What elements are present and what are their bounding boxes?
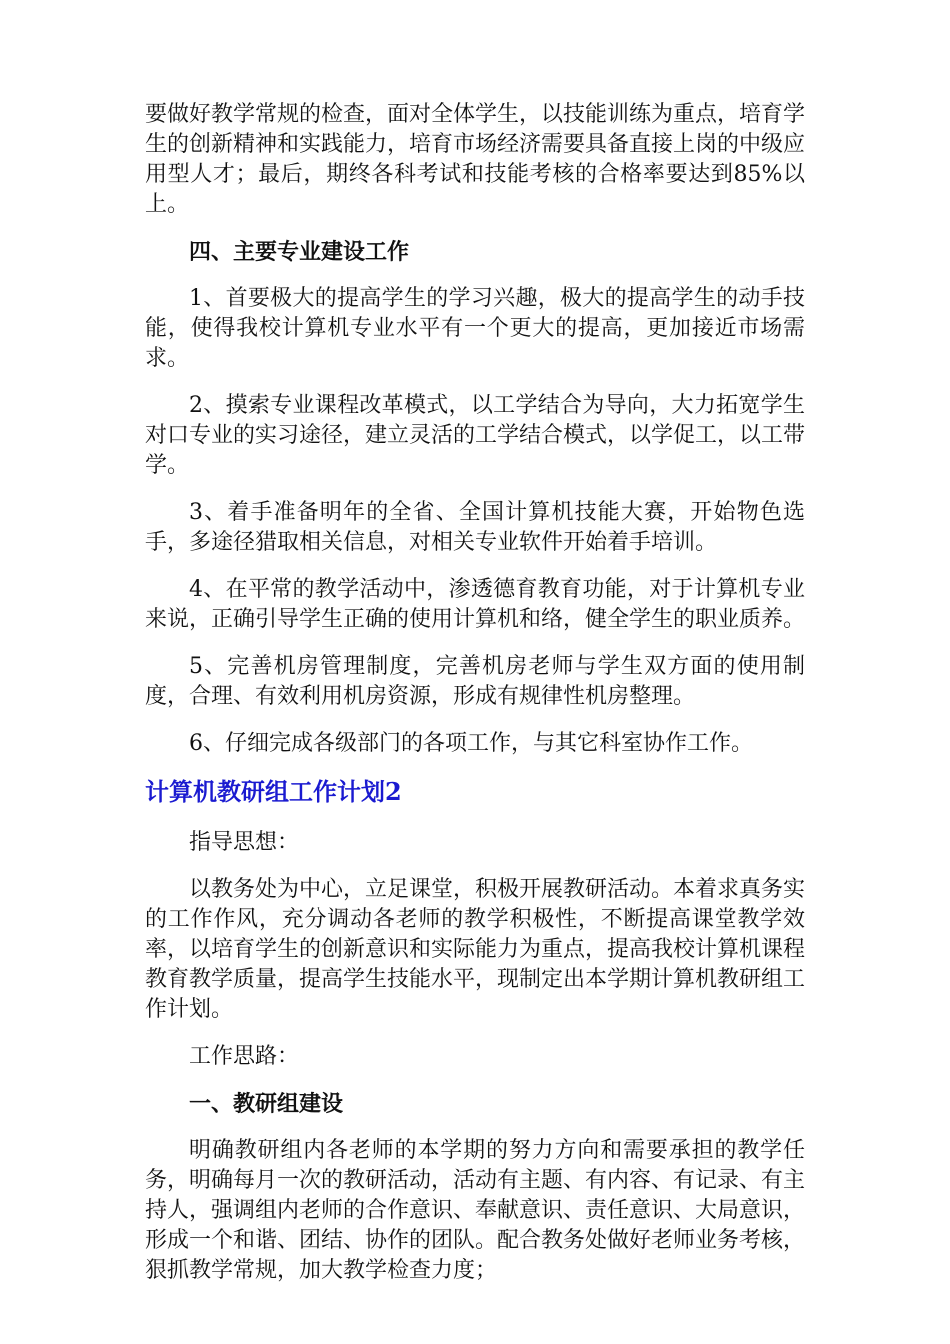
section4-heading: 四、主要专业建设工作 — [189, 239, 410, 265]
section4-item-2: 2、摸索专业课程改革模式，以工学结合为导向，大力拓宽学生对口专业的实习途径，建立灵活的工学结合模式，以学促工，以工带学。 — [145, 393, 806, 478]
guiding-label: 指导思想： — [189, 830, 300, 855]
intro-paragraph: 要做好教学常规的检查，面对全体学生，以技能训练为重点，培育学生的创新精神和实践能力，培育市场经济需要具备直接上岗的中级应用型人才；最后，期终各科考试和技能考核的合格率要达到85%以上。 — [145, 102, 806, 217]
section4-item-6: 6、仔细完成各级部门的各项工作，与其它科室协作工作。 — [189, 731, 753, 756]
document-page — [145, 100, 805, 1303]
section4-item-5: 5、完善机房管理制度，完善机房老师与学生双方面的使用制度，合理、有效利用机房资源，形成有规律性机房整理。 — [145, 654, 805, 709]
guiding-text: 以教务处为中心，立足课堂，积极开展教研活动。本着求真务实的工作作风，充分调动各老师的教学积极性，不断提高课堂教学效率，以培育学生的创新意识和实际能力为重点，提高我校计算机课程教育教学质量，提高学生技能水平，现制定出本学期计算机教研组工作计划。 — [145, 877, 806, 1022]
section1-heading: 一、教研组建设 — [189, 1091, 344, 1117]
plan2-title: 计算机教研组工作计划2 — [145, 777, 402, 806]
section4-item-1: 1、首要极大的提高学生的学习兴趣，极大的提高学生的动手技能，使得我校计算机专业水平有一个更大的提高，更加接近市场需求。 — [145, 286, 805, 371]
section4-item-4: 4、在平常的教学活动中，渗透德育教育功能，对于计算机专业来说，正确引导学生正确的使用计算机和络，健全学生的职业质养。 — [145, 577, 806, 632]
work-idea-label: 工作思路： — [189, 1044, 300, 1069]
section4-item-3: 3、着手准备明年的全省、全国计算机技能大赛，开始物色选手，多途径猎取相关信息，对相关专业软件开始着手培训。 — [145, 500, 805, 555]
section1-text: 明确教研组内各老师的本学期的努力方向和需要承担的教学任务，明确每月一次的教研活动，活动有主题、有内容、有记录、有主持人，强调组内老师的合作意识、奉献意识、责任意识、大局意识，形成一个和谐、团结、协作的团队。配合教务处做好老师业务考核，狠抓教学常规，加大教学检查力度； — [145, 1138, 806, 1283]
